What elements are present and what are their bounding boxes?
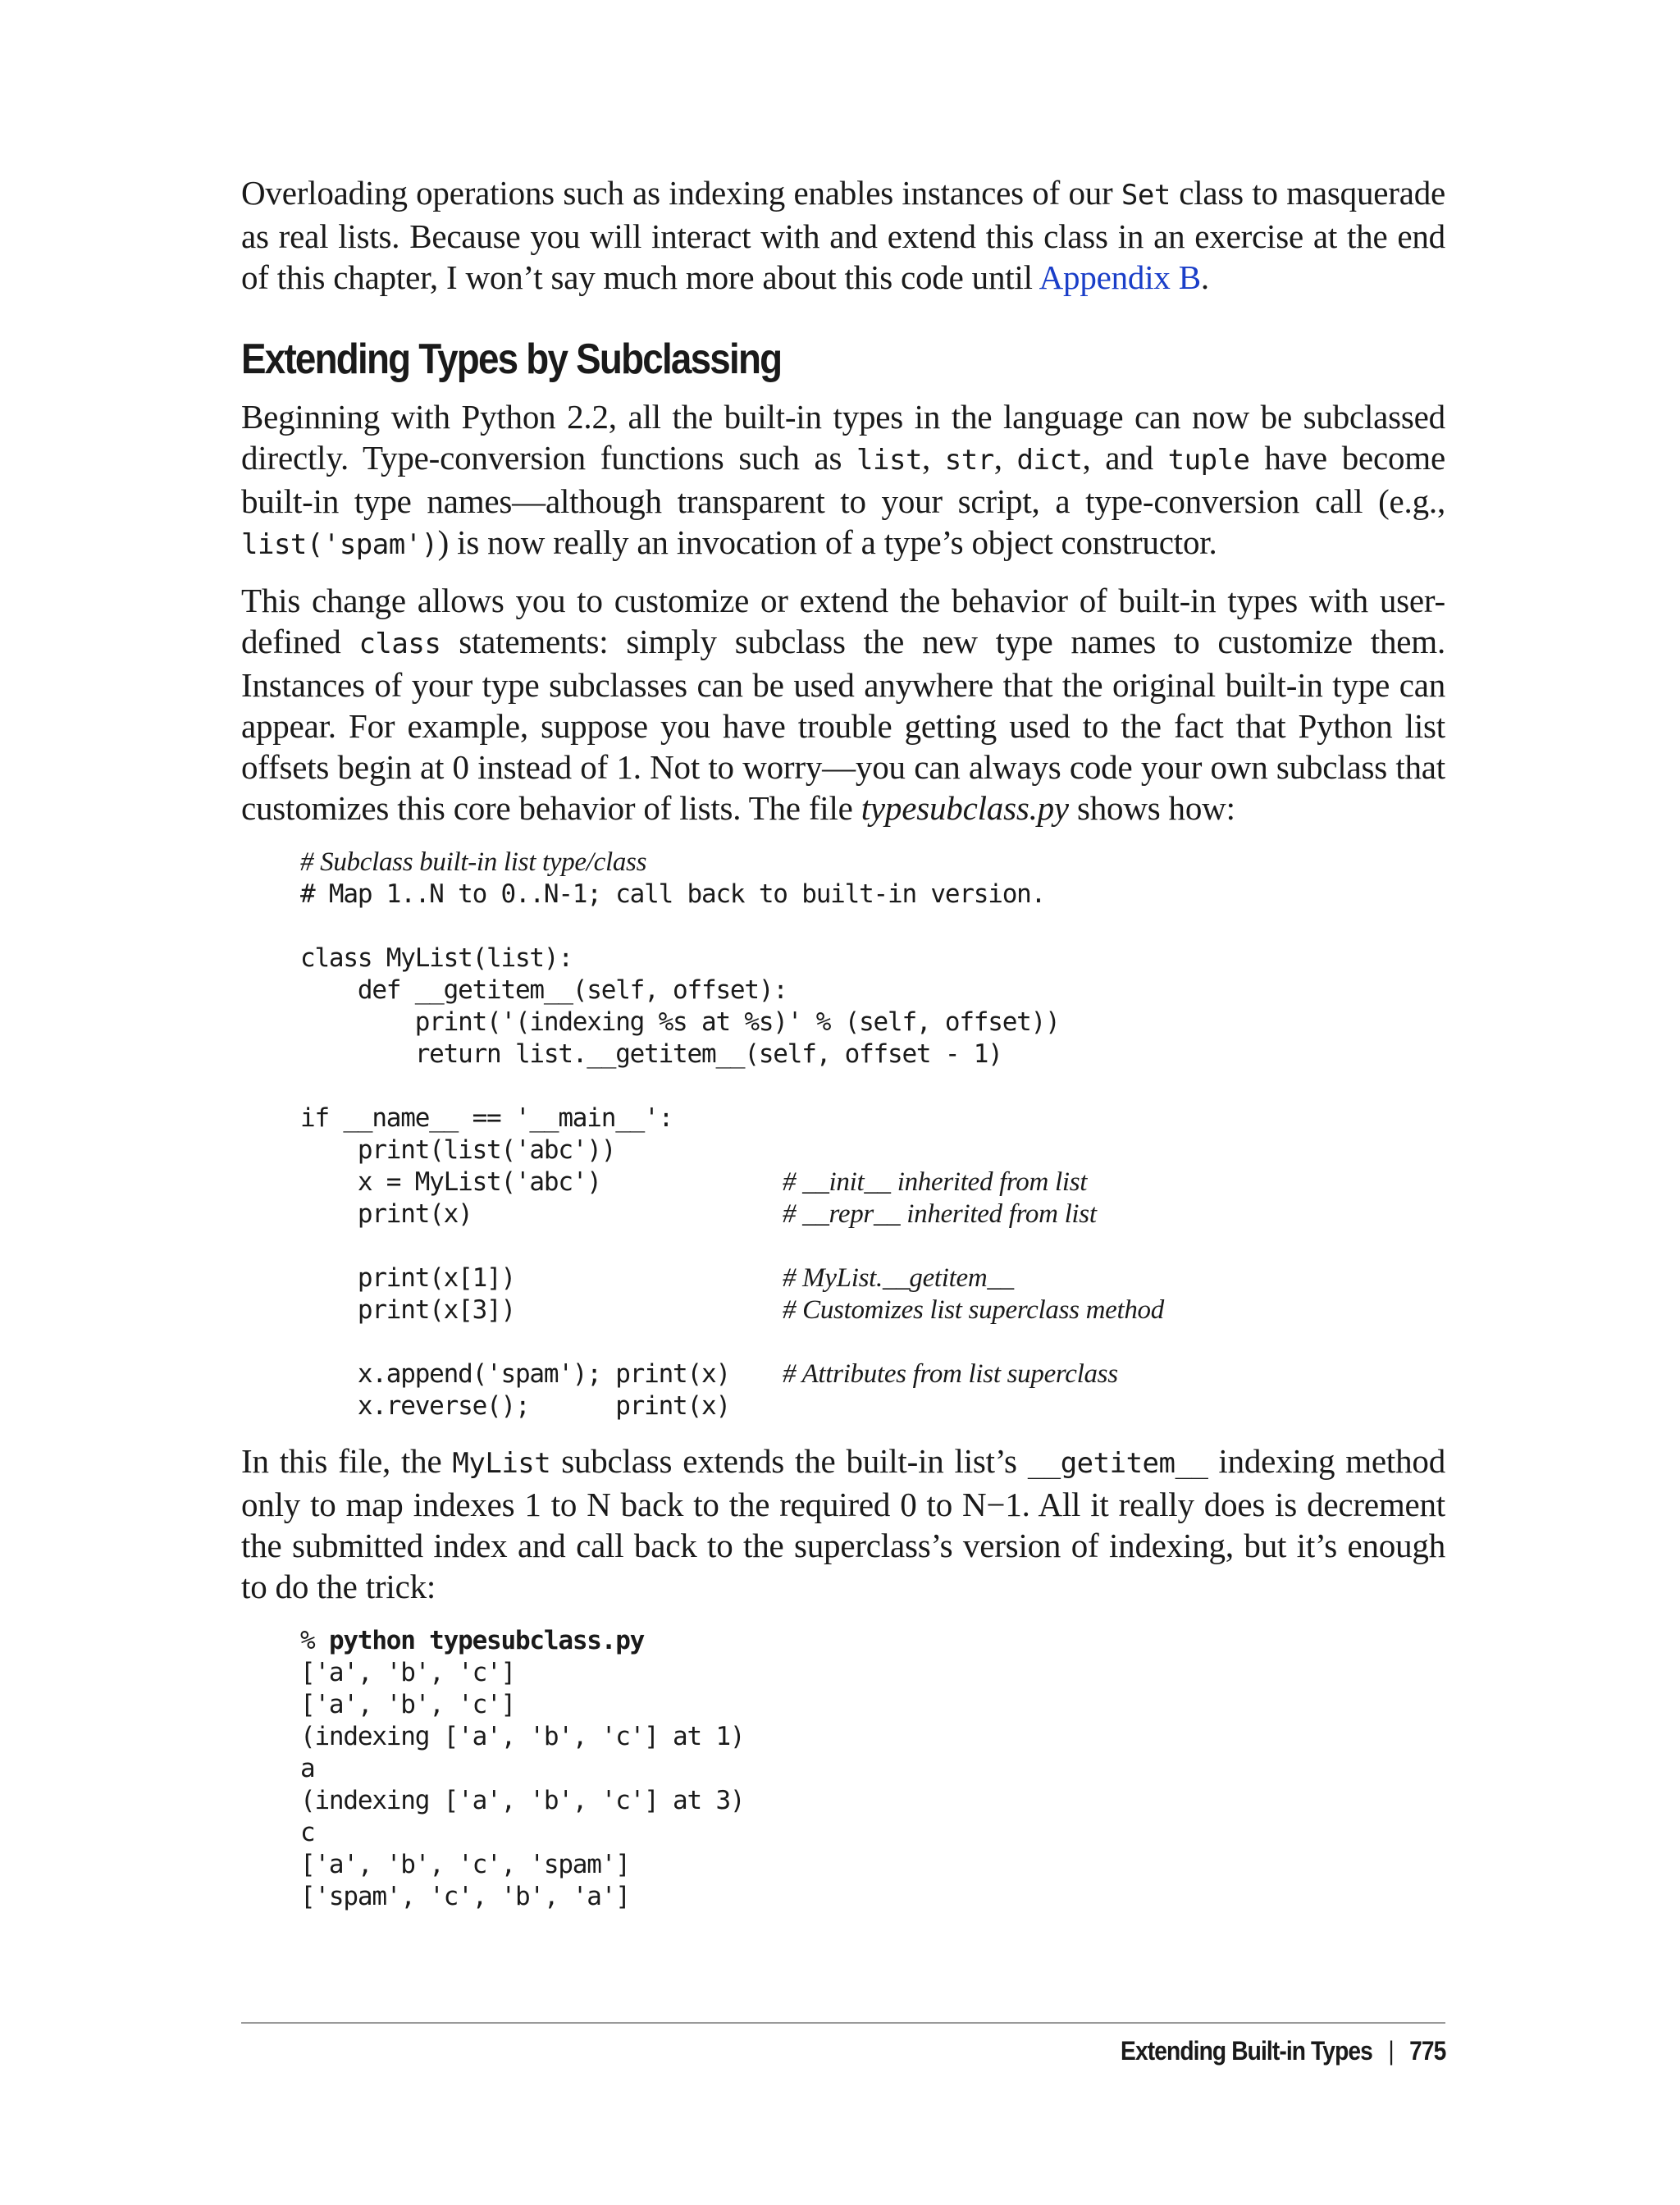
output-line: (indexing ['a', 'b', 'c'] at 3) — [300, 1786, 745, 1815]
code-line: def __getitem__(self, offset): — [300, 975, 788, 1005]
intro-paragraph — [241, 172, 1445, 298]
code-line — [300, 1166, 1445, 1198]
page-content — [241, 172, 1445, 1931]
text-run: class to masquerade as real lists. Because you will interact with and extend this class in an exercise at the end of this chapter, I won’t say much more about this code until — [241, 174, 1445, 296]
text-run: In this file, the — [241, 1442, 453, 1480]
code-statement: x.append('spam'); print(x) — [300, 1359, 730, 1389]
code-line: # Map 1..N to 0..N-1; call back to built-in version. — [300, 879, 1046, 909]
code-comment: # Subclass built-in list type/class — [300, 847, 647, 877]
paragraph-builtin-types — [241, 396, 1445, 565]
code-line — [300, 1625, 1445, 1657]
output-line: (indexing ['a', 'b', 'c'] at 1) — [300, 1722, 745, 1751]
code-line: print(list('abc')) — [300, 1135, 616, 1165]
code-statement: print(x) — [300, 1199, 472, 1229]
text-run: shows how: — [1068, 789, 1235, 827]
text-run: , — [993, 439, 1017, 477]
inline-code: dict — [1016, 444, 1083, 477]
code-blank-line — [300, 1230, 1445, 1262]
inline-code: list('spam') — [241, 528, 438, 561]
shell-command: python typesubclass.py — [328, 1626, 645, 1655]
code-line: return list.__getitem__(self, offset - 1) — [300, 1039, 1002, 1069]
code-comment: # __repr__ inherited from list — [783, 1199, 1097, 1229]
output-line: a — [300, 1754, 315, 1783]
paragraph-customize — [241, 580, 1445, 829]
footer-divider — [241, 2022, 1445, 2024]
text-run: statements: simply subclass the new type names to customize them. Instances of your type subclasses can be used anywhere that the original built-in type can appear. For example, suppose you have trouble getting used to the fact that Python list offsets begin at 0 instead of 1. Not to worry—you can always code your own subclass that customizes this core behavior of lists. The file — [241, 623, 1445, 827]
code-comment: # Attributes from list superclass — [783, 1359, 1118, 1389]
paragraph-explanation — [241, 1440, 1445, 1607]
code-line: print('(indexing %s at %s)' % (self, offset)) — [300, 1007, 1060, 1037]
code-comment: # MyList.__getitem__ — [783, 1263, 1014, 1293]
code-output-session — [300, 1625, 1445, 1913]
code-blank-line — [300, 911, 1445, 943]
text-run: have become built-in type names—although transparent to your script, a type-conversion call (e.g., — [241, 439, 1445, 520]
page-footer — [1121, 2033, 1445, 2069]
code-comment: # Customizes list superclass method — [783, 1295, 1164, 1325]
text-run: . — [1200, 258, 1209, 296]
output-line: c — [300, 1818, 315, 1847]
code-line: x.reverse(); print(x) — [300, 1391, 730, 1421]
text-run: , and — [1082, 439, 1168, 477]
code-listing-typesubclass — [300, 847, 1445, 1422]
appendix-link[interactable]: Appendix B — [1039, 258, 1201, 296]
code-blank-line — [300, 1071, 1445, 1102]
text-run: , — [921, 439, 945, 477]
text-run: Beginning with Python 2.2, all the built-in types in the language can now be subclassed directly. Type-conversion functions such as — [241, 398, 1445, 477]
code-line — [300, 1262, 1445, 1294]
inline-code: str — [944, 444, 994, 477]
code-statement: print(x[1]) — [300, 1263, 515, 1293]
file-name: typesubclass.py — [861, 789, 1069, 827]
text-run: Overloading operations such as indexing enables instances of our — [241, 174, 1121, 212]
inline-code: list — [856, 444, 922, 477]
text-run: This change allows you to customize or extend the behavior of built-in types with user-defined — [241, 582, 1445, 660]
text-run: ) is now really an invocation of a type’s object constructor. — [437, 523, 1217, 561]
inline-code: class — [358, 628, 441, 660]
output-line: ['a', 'b', 'c', 'spam'] — [300, 1850, 630, 1879]
code-line — [300, 1198, 1445, 1230]
inline-code: tuple — [1167, 444, 1250, 477]
footer-separator: | — [1387, 2036, 1394, 2066]
text-run: subclass extends the built-in list’s — [550, 1442, 1028, 1480]
text-run: indexing method only to map indexes 1 to N back to the required 0 to N−1. All it really does is decrement the submitted index and call back to the superclass’s version of indexing, but it’s enough to do the trick: — [241, 1442, 1446, 1605]
code-blank-line — [300, 1326, 1445, 1358]
inline-code: __getitem__ — [1027, 1447, 1208, 1480]
code-comment: # __init__ inherited from list — [783, 1167, 1088, 1197]
section-heading: Extending Types by Subclassing — [241, 336, 782, 383]
page-number: 775 — [1408, 2036, 1445, 2066]
code-statement: x = MyList('abc') — [300, 1167, 601, 1197]
code-line — [300, 1358, 1445, 1390]
code-line: class MyList(list): — [300, 943, 573, 973]
code-line: if __name__ == '__main__': — [300, 1103, 673, 1133]
inline-code: MyList — [452, 1447, 551, 1480]
inline-code: Set — [1121, 179, 1171, 212]
output-line: ['spam', 'c', 'b', 'a'] — [300, 1882, 630, 1911]
running-footer-title: Extending Built-in Types — [1120, 2036, 1372, 2066]
shell-prompt: % — [300, 1626, 329, 1655]
output-line: ['a', 'b', 'c'] — [300, 1658, 515, 1687]
output-line: ['a', 'b', 'c'] — [300, 1690, 515, 1719]
code-statement: print(x[3]) — [300, 1295, 515, 1325]
code-line — [300, 1294, 1445, 1326]
